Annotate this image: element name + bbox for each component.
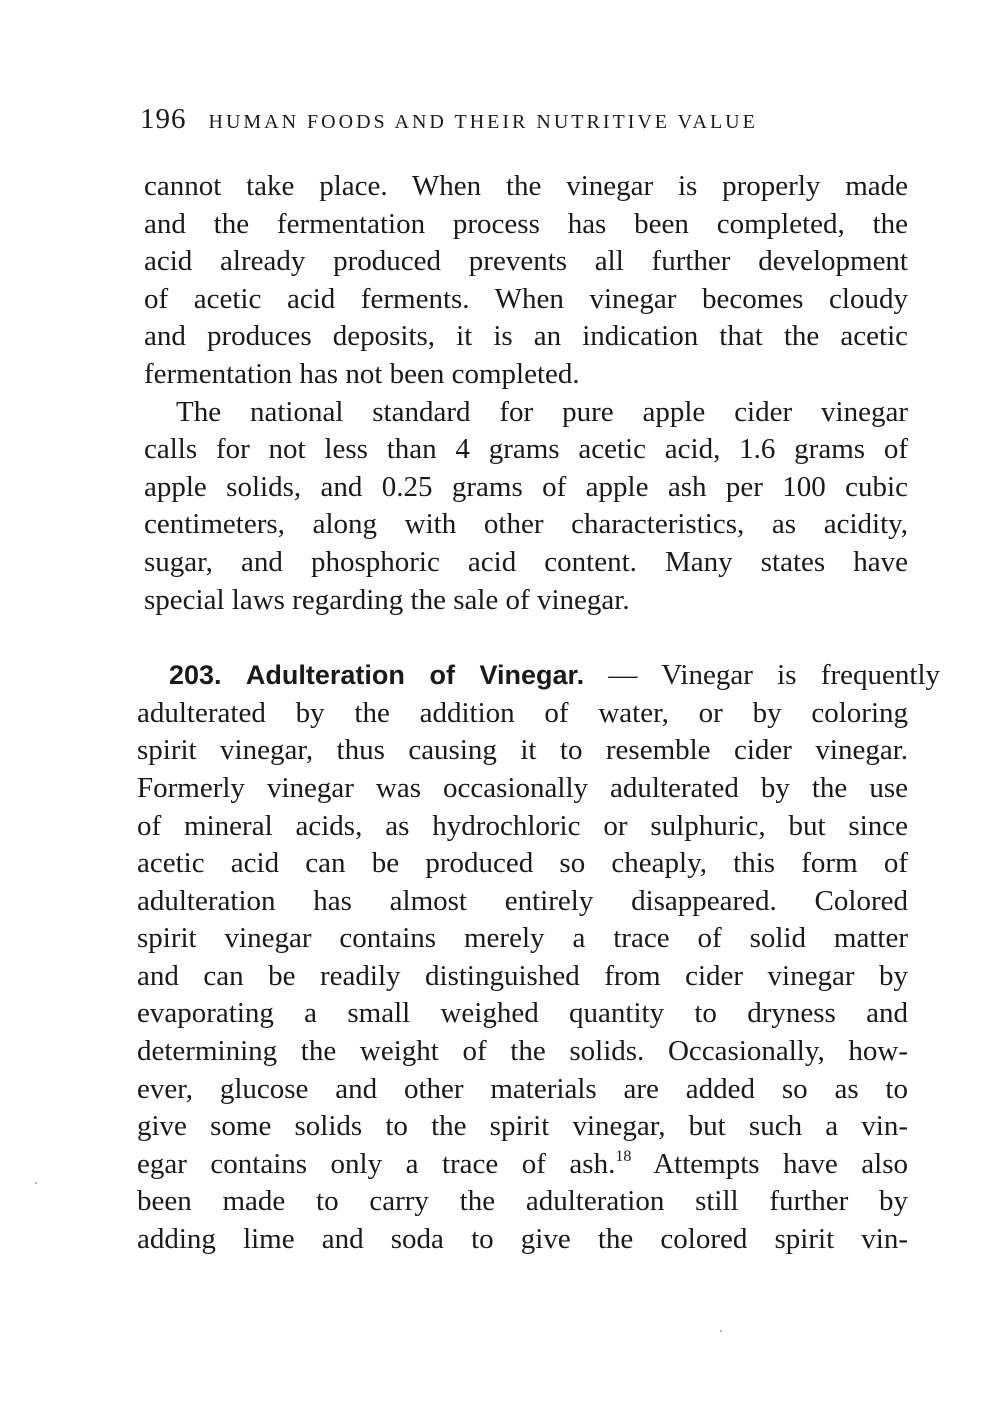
section-first-text: Vinegar is frequently [661, 659, 941, 692]
text-line: and can be readily distinguished from cider vinegar by [137, 959, 908, 992]
page-number: 196 [140, 103, 187, 135]
running-title: HUMAN FOODS AND THEIR NUTRITIVE VALUE [208, 111, 758, 133]
text-line: adulteration has almost entirely disappeared. Colored [137, 884, 908, 917]
text-line: fermentation has not been completed. [144, 357, 580, 390]
scan-speck [720, 1330, 722, 1332]
text-line: acid already produced prevents all further development [144, 245, 908, 278]
text-line: calls for not less than 4 grams acetic acid, 1.6 grams of [144, 433, 908, 466]
section-title: Adulteration of Vinegar. [245, 660, 585, 691]
paragraph-continued [144, 168, 908, 394]
footnote-reference[interactable]: 18 [615, 1147, 632, 1165]
footnote-line [137, 1146, 908, 1184]
footnote-line-after: Attempts have also [631, 1147, 908, 1180]
text-line: of acetic acid ferments. When vinegar becomes cloudy [144, 282, 908, 315]
text-line: sugar, and phosphoric acid content. Many states have [144, 545, 908, 578]
text-line: centimeters, along with other characteristics, as acidity, [144, 508, 908, 541]
text-line: apple solids, and 0.25 grams of apple ash per 100 cubic [144, 470, 908, 503]
text-line: Formerly vinegar was occasionally adulterated by the use [137, 771, 908, 804]
text-line: and the fermentation process has been completed, the [144, 207, 908, 240]
text-line: special laws regarding the sale of vinegar. [144, 583, 630, 616]
section-heading-line [137, 657, 940, 695]
text-line: determining the weight of the solids. Occasionally, how- [137, 1035, 908, 1068]
paragraph-national-standard [144, 394, 908, 620]
running-head [140, 103, 860, 139]
text-line: spirit vinegar, thus causing it to resemble cider vinegar. [137, 734, 908, 767]
section-gap [144, 619, 908, 657]
text-line: been made to carry the adulteration still further by [137, 1185, 908, 1218]
section-203 [137, 657, 941, 1259]
text-line: of mineral acids, as hydrochloric or sulphuric, but since [137, 809, 908, 842]
text-line: adding lime and soda to give the colored spirit vin- [137, 1223, 908, 1256]
body-text [137, 168, 941, 1259]
text-line: adulterated by the addition of water, or by coloring [137, 696, 908, 729]
section-number: 203. [169, 660, 222, 691]
text-line: cannot take place. When the vinegar is properly made [144, 170, 908, 202]
text-line: and produces deposits, it is an indication that the acetic [144, 320, 908, 353]
scan-speck [35, 1182, 37, 1184]
text-line: ever, glucose and other materials are added so as to [137, 1072, 908, 1105]
footnote-line-before: egar contains only a trace of ash. [137, 1147, 616, 1180]
section-dash: — [608, 659, 638, 692]
text-line: acetic acid can be produced so cheaply, this form of [137, 847, 908, 880]
text-line: evaporating a small weighed quantity to dryness and [137, 997, 908, 1030]
text-line: spirit vinegar contains merely a trace of solid matter [137, 922, 908, 955]
text-line: give some solids to the spirit vinegar, but such a vin- [137, 1110, 908, 1143]
text-line: The national standard for pure apple cider vinegar [176, 395, 908, 428]
